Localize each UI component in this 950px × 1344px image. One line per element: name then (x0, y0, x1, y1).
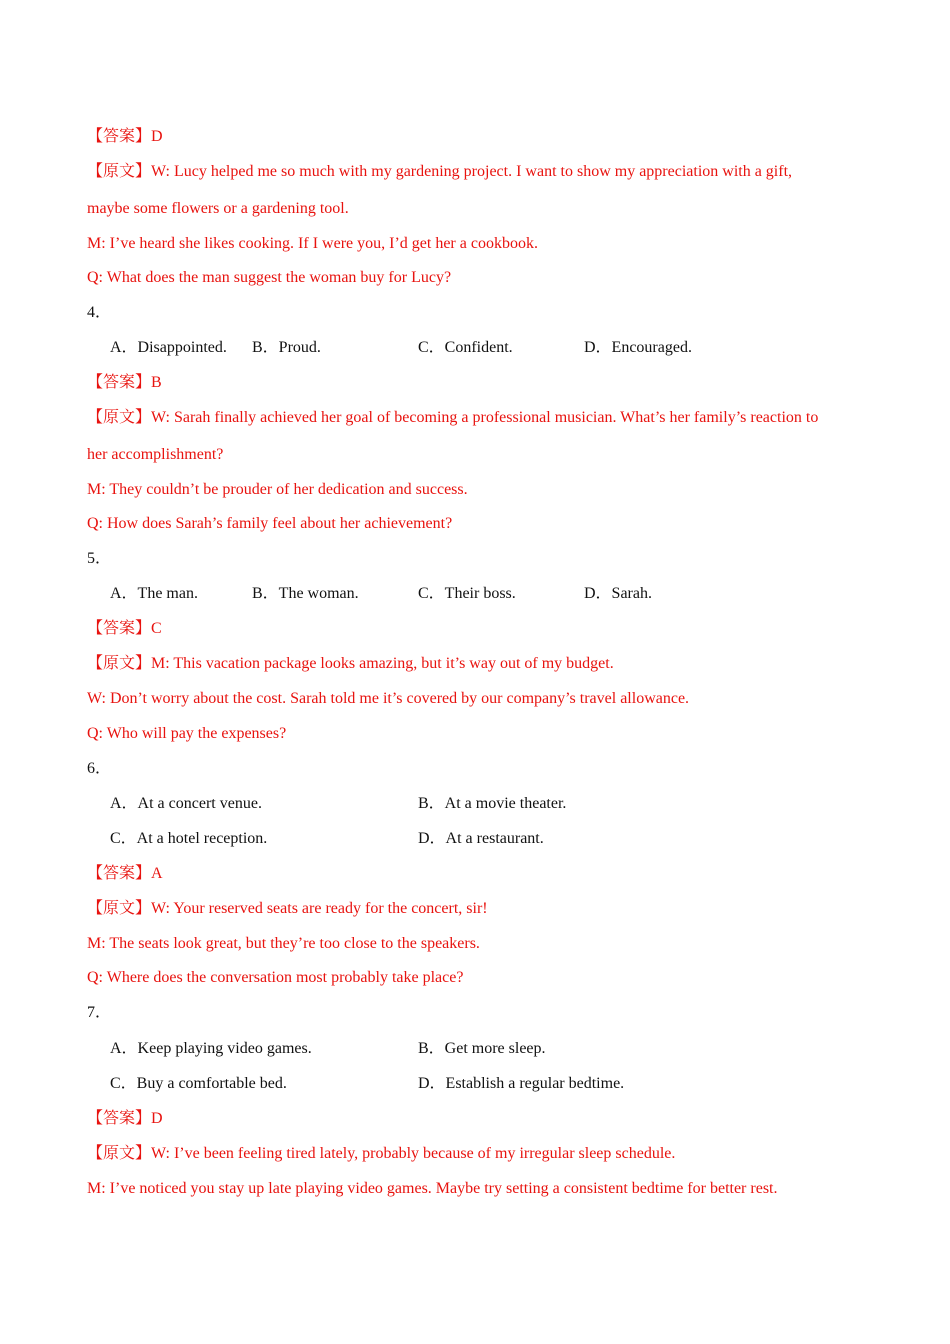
q5-option-a: A．The man. (110, 585, 198, 602)
q4-option-d: D．Encouraged. (584, 339, 692, 356)
q6-transcript-line-2: M: The seats look great, but they’re too close to the speakers. (87, 935, 480, 952)
q7-transcript-line-2: M: I’ve noticed you stay up late playing video games. Maybe try setting a consistent bedtime for better rest. (87, 1180, 778, 1197)
q6-transcript-question: Q: Where does the conversation most probably take place? (87, 969, 464, 986)
q4-transcript-question: Q: How does Sarah’s family feel about her achievement? (87, 515, 453, 532)
q7-option-b: B．Get more sleep. (418, 1040, 546, 1057)
q7-transcript-line-1: 【原文】W: I’ve been feeling tired lately, probably because of my irregular sleep schedule. (87, 1145, 676, 1162)
q6-answer: 【答案】A (87, 865, 163, 882)
q6-transcript-line-1: 【原文】W: Your reserved seats are ready for the concert, sir! (87, 900, 488, 917)
q7-number: 7． (87, 1004, 112, 1021)
q6-number: 6． (87, 760, 112, 777)
q4-option-a: A．Disappointed. (110, 339, 227, 356)
q7-option-a: A．Keep playing video games. (110, 1040, 312, 1057)
q4-answer: 【答案】B (87, 374, 162, 391)
q4-transcript-line-2: her accomplishment? (87, 446, 224, 463)
q5-option-b: B．The woman. (252, 585, 359, 602)
q3-transcript-line-2: maybe some flowers or a gardening tool. (87, 200, 349, 217)
q5-option-c: C．Their boss. (418, 585, 516, 602)
q4-option-c: C．Confident. (418, 339, 513, 356)
q4-number: 4． (87, 304, 112, 321)
q5-answer: 【答案】C (87, 620, 162, 637)
q4-transcript-line-3: M: They couldn’t be prouder of her dedication and success. (87, 481, 468, 498)
q5-transcript-line-2: W: Don’t worry about the cost. Sarah told me it’s covered by our company’s travel allowance. (87, 690, 690, 707)
q6-option-d: D．At a restaurant. (418, 830, 544, 847)
q5-number: 5． (87, 550, 112, 567)
q3-transcript-line-1: 【原文】W: Lucy helped me so much with my gardening project. I want to show my appreciation with a gift, (87, 163, 793, 180)
q7-answer: 【答案】D (87, 1110, 163, 1127)
q4-option-b: B．Proud. (252, 339, 321, 356)
q4-transcript-line-1: 【原文】W: Sarah finally achieved her goal of becoming a professional musician. What’s her family’s reaction to (87, 409, 819, 426)
q3-transcript-line-3: M: I’ve heard she likes cooking. If I were you, I’d get her a cookbook. (87, 235, 538, 252)
q7-option-d: D．Establish a regular bedtime. (418, 1075, 625, 1092)
q5-option-d: D．Sarah. (584, 585, 652, 602)
q5-transcript-line-1: 【原文】M: This vacation package looks amazing, but it’s way out of my budget. (87, 655, 614, 672)
q7-option-c: C．Buy a comfortable bed. (110, 1075, 287, 1092)
q5-transcript-question: Q: Who will pay the expenses? (87, 725, 287, 742)
q6-option-c: C．At a hotel reception. (110, 830, 268, 847)
q3-transcript-question: Q: What does the man suggest the woman buy for Lucy? (87, 269, 452, 286)
q6-option-a: A．At a concert venue. (110, 795, 262, 812)
q6-option-b: B．At a movie theater. (418, 795, 567, 812)
q3-answer: 【答案】D (87, 128, 163, 145)
